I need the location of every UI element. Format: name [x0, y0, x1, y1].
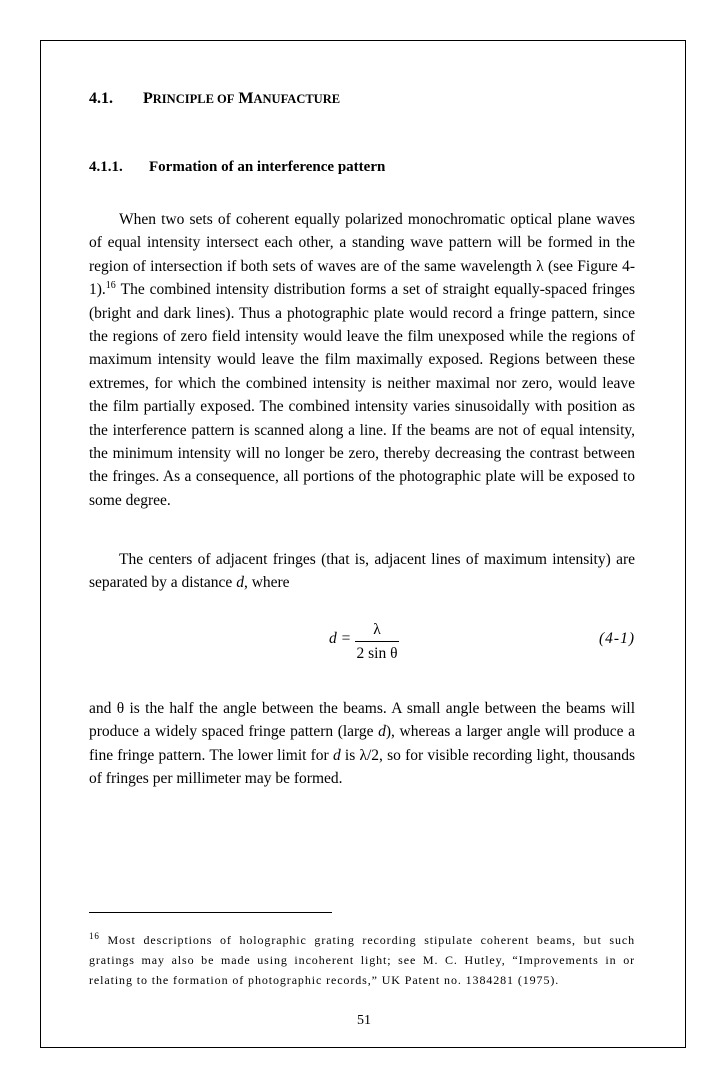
section-number: 4.1.	[89, 90, 113, 107]
section-heading: 4.1. PRINCIPLE OF MANUFACTURE	[89, 90, 341, 107]
equation-denominator: 2 sin θ	[356, 645, 398, 662]
equation-4-1	[89, 620, 635, 664]
fraction-bar	[355, 641, 399, 642]
equation-number: (4-1)	[599, 630, 635, 647]
footnote-marker: 16	[89, 931, 100, 941]
equation-lhs: d =	[329, 630, 352, 647]
paragraph-3: and θ is the half the angle between the beams. A small angle between the beams will produce a widely spaced fringe pattern (large d), whereas a larger angle will produce a fine fringe pattern. The lower limit for d is λ/2, so for visible recording light, thousands of fringes per millimeter may be formed.	[89, 700, 636, 788]
footnote-reference[interactable]: 16	[105, 280, 116, 292]
equation-numerator: λ	[373, 621, 381, 638]
subsection-title: Formation of an interference pattern	[149, 159, 386, 175]
footnote-text: Most descriptions of holographic grating recording stipulate coherent beams, but such gratings may also be made using incoherent light; see M. C. Hutley, “Improvements in or relating to the formation of photographic records,” UK Patent no. 1384281 (1975).	[89, 933, 635, 987]
equation-fraction	[355, 620, 399, 664]
paragraph-1: When two sets of coherent equally polarized monochromatic optical plane waves of equal intensity intersect each other, a standing wave pattern will be formed in the region of intersection if both sets of waves are of the same wavelength λ (see Figure 4-1).$^{16}$ The combined intensity distribution forms a set of straight equally-spaced fringes (bright and dark lines). Thus a photographic plate would record a fringe pattern, since the regions of zero field intensity would leave the film unexposed while the regions of maximum intensity would leave the film maximally exposed. Regions between these extremes, for which the combined intensity is neither maximal nor zero, would leave the film partially exposed. The combined intensity varies sinusoidally with position as the interference pattern is scanned along a line. If the beams are not of equal intensity, the minimum intensity will no longer be zero, thereby decreasing the contrast between the fringes. As a consequence, all portions of the photographic plate will be exposed to some degree.	[89, 211, 635, 509]
page-number: 51	[357, 1013, 371, 1028]
paragraph-2: The centers of adjacent fringes (that is, adjacent lines of maximum intensity) are separated by a distance d, where	[89, 551, 635, 592]
subsection-number: 4.1.1.	[89, 159, 123, 175]
footnote-divider	[89, 912, 332, 913]
subsection-heading	[89, 159, 385, 176]
page-border	[40, 40, 686, 1048]
footnote-16	[89, 930, 635, 990]
